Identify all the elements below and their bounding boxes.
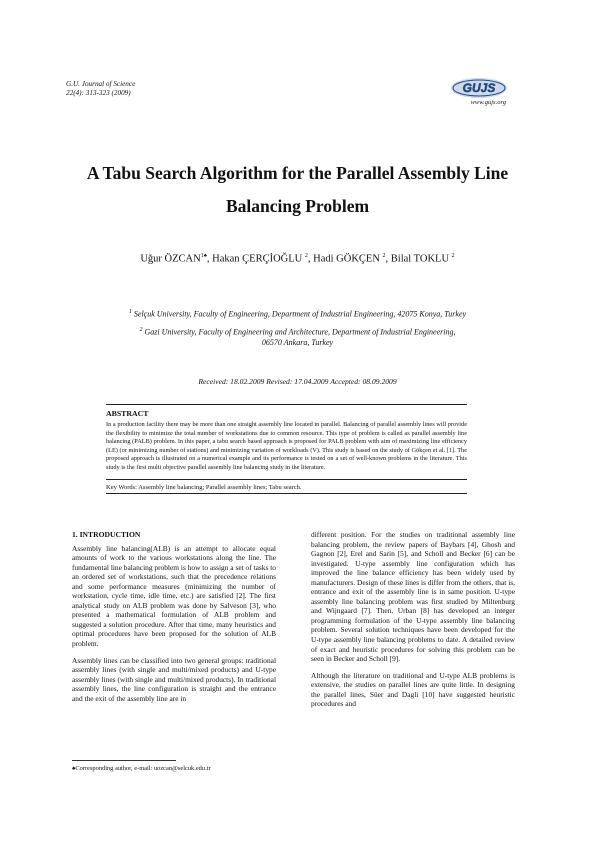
paper-title xyxy=(40,157,555,223)
affiliation-1 xyxy=(60,307,535,320)
body-paragraph: Assembly lines can be classified into two general groups: traditional assembly lines (with single and multi/mixed products) and U-type assembly lines (with single and multi/mixed products). In traditional assembly lines, the line configuration is straight and the entrance and the exit of the assembly line are in xyxy=(72,655,276,703)
author-sup: 2 xyxy=(304,253,308,259)
body-paragraph: different position. For the studies on traditional assembly line balancing problem, the review papers of Baybars [4], Ghosh and Gagnon [2], Erel and Sarin [5], and Scholl and Becker [6] can be investigated. U-type assembly line configuration which has improved the line balance efficiency has been widely used by manufacturers. Design of these lines is differ from the others, that is, entrance and exit of the assembly line is in same position. U-type assembly line balancing problem was first studied by Miltenburg and Wijngaard [7]. Then, Urban [8] has developed an integer programming formulation of the U-type assembly line balancing problem. Several solution techniques have been developed for the U-type assembly line balancing problems to date. A detailed review of exact and heuristic procedures for solving this problem can be seen in Becker and Scholl [9]. xyxy=(311,530,515,664)
author-sup: 2 xyxy=(451,253,455,259)
keywords-rule xyxy=(106,493,467,494)
abstract-text: In a production facility there may be more than one straight assembly line located in parallel. Balancing of parallel assembly lines will provide the flexibility to minimize the total number of workstations due to common resource. This type of problem is called as parallel assembly line balancing (PALB) problem. In this paper, a tabu search based approach is proposed for PALB problem with aim of maximizing line efficiency (LE) (or minimizing number of stations) and minimizing variation of workloads (V). This study is based on the study of Gökçen et al. [1]. The proposed approach is illustrated on a numerical example and its performance is tested on a set of well-known problems in the literature. This study is the first multi objective parallel assembly line balancing study in the literature. xyxy=(106,421,467,471)
body-paragraph: Assembly line balancing(ALB) is an attempt to allocate equal amounts of work to the various workstations along the line. The fundamental line balancing problem is how to assign a set of tasks to an ordered set of workstations, such that the precedence relations and some performance measures (minimizing the number of workstation, cycle time, idle time, etc.) are satisfied [2]. The first analytical study on ALB problem was done by Salveson [3], who presented a mathematical formulation of ALB problem and suggested a solution procedure. After that time, many heuristics and optimal procedures have been proposed for the solution of ALB problem. xyxy=(72,543,276,649)
journal-name: G.U. Journal of Science xyxy=(66,80,136,88)
submission-dates: Received: 18.02.2009 Revised: 17.04.2009 Accepted: 08.09.2009 xyxy=(198,377,397,386)
author-sup: 1♠ xyxy=(200,253,207,259)
affiliation-text: Selçuk University, Faculty of Engineering, Department of Industrial Engineering, 42075 Konya, Turkey xyxy=(133,309,467,319)
logo-text: GUJS xyxy=(462,81,496,95)
author-name: Uğur ÖZCAN xyxy=(140,253,201,265)
author-list xyxy=(40,253,555,265)
gujs-logo xyxy=(450,77,508,99)
section-heading: 1. INTRODUCTION xyxy=(72,530,141,539)
author-name: , Hadi GÖKÇEN xyxy=(307,253,380,265)
abstract-heading: ABSTRACT xyxy=(106,409,149,418)
affiliation-text: Gazi University, Faculty of Engineering and Architecture, Department of Industrial Engineering, xyxy=(144,327,456,337)
journal-volume: 22(4): 313-323 (2009) xyxy=(66,89,131,97)
body-column-left xyxy=(72,530,276,710)
author-name: , Bilal TOKLU xyxy=(385,253,450,265)
abstract-top-rule xyxy=(106,404,467,405)
abstract-bottom-rule xyxy=(106,479,467,480)
keywords: Key Words: Assembly line balancing; Parallel assembly lines; Tabu search. xyxy=(106,483,302,491)
footnote-rule xyxy=(72,760,176,761)
author-name: , Hakan ÇERÇİOĞLU xyxy=(206,253,303,265)
title-line-1: A Tabu Search Algorithm for the Parallel Assembly Line xyxy=(86,163,509,183)
abstract-box xyxy=(106,404,467,494)
affiliation-text: 06570 Ankara, Turkey xyxy=(261,337,334,347)
corresponding-author-footnote: ♠Corresponding author, e-mail: uozcan@selcuk.edu.tr xyxy=(72,765,211,772)
body-column-right xyxy=(311,530,515,716)
journal-citation xyxy=(66,80,135,98)
affiliation-2 xyxy=(60,325,535,348)
affiliation-sup: 1 xyxy=(128,309,132,315)
body-paragraph: Although the literature on traditional and U-type ALB problems is extensive, the studies on parallel lines are quite little. In designing the parallel lines, Süer and Dagli [10] have suggested heuristic procedures and xyxy=(311,670,515,709)
author-sup: 2 xyxy=(382,253,386,259)
title-line-2: Balancing Problem xyxy=(225,196,370,216)
journal-url: www.gujs.org xyxy=(470,99,506,106)
affiliation-sup: 2 xyxy=(139,327,143,333)
